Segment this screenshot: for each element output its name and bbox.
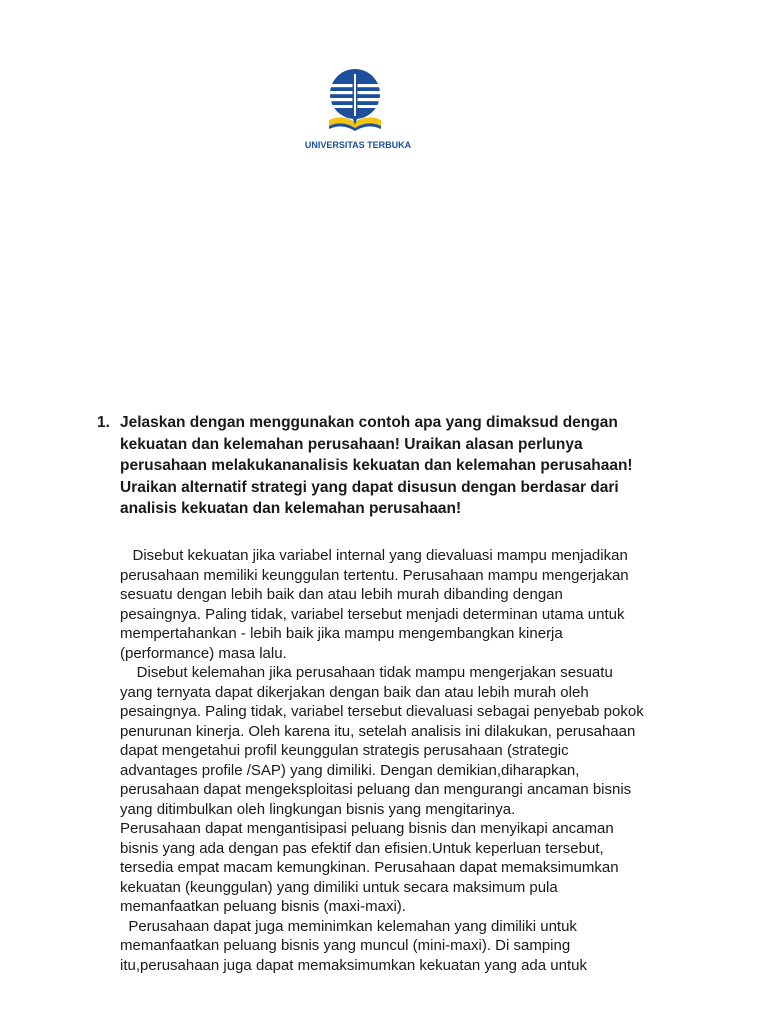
- question-block: [97, 412, 637, 520]
- question-line: kekuatan dan kelemahan perusahaan! Uraikan alasan perlunya: [120, 435, 583, 453]
- answer-line: penurunan kinerja. Oleh karena itu, setelah analisis ini dilakukan, perusahaan: [120, 722, 636, 740]
- answer-line: sesuatu dengan lebih baik dan atau lebih murah dibanding dengan: [120, 586, 563, 603]
- answer-line: yang ditimbulkan oleh lingkungan bisnis yang mengitarinya.: [120, 800, 516, 818]
- question-line: analisis kekuatan dan kelemahan perusahaan!: [120, 500, 462, 518]
- question-number: 1.: [97, 414, 110, 431]
- answer-line: Perusahaan dapat mengantisipasi peluang bisnis dan menyikapi ancaman: [120, 820, 614, 837]
- question-line: Uraikan alternatif strategi yang dapat disusun dengan berdasar dari: [120, 478, 619, 496]
- answer-line: tersedia empat macam kemungkinan. Perusahaan dapat memaksimumkan: [120, 859, 619, 876]
- answer-line: memanfaatkan peluang bisnis (maxi-maxi).: [120, 898, 406, 915]
- answer-line: memanfaatkan peluang bisnis yang muncul (mini-maxi). Di samping: [120, 937, 571, 954]
- question-line: Jelaskan dengan menggunakan contoh apa yang dimaksud dengan: [120, 414, 618, 431]
- answer-line: Disebut kelemahan jika perusahaan tidak mampu mengerjakan sesuatu: [120, 664, 613, 681]
- answer-line: mempertahankan - lebih baik jika mampu mengembangkan kinerja: [120, 625, 563, 642]
- answer-line: perusahaan memiliki keunggulan tertentu. Perusahaan mampu mengerjakan: [120, 566, 629, 584]
- answer-line: itu,perusahaan juga dapat memaksimumkan kekuatan yang ada untuk: [120, 956, 587, 974]
- answer-line: Disebut kekuatan jika variabel internal yang dievaluasi mampu menjadikan: [120, 547, 628, 564]
- answer-line: kekuatan (keunggulan) yang dimiliki untuk secara maksimum pula: [120, 878, 558, 896]
- answer-body: [120, 546, 660, 975]
- question-line: perusahaan melakukananalisis kekuatan dan kelemahan perusahaan!: [120, 457, 633, 475]
- answer-line: advantages profile /SAP) yang dimiliki. Dengan demikian,diharapkan,: [120, 761, 580, 779]
- logo-wordmark: UNIVERSITAS TERBUKA: [304, 140, 412, 150]
- answer-line: pesaingnya. Paling tidak, variabel tersebut menjadi determinan utama untuk: [120, 605, 625, 623]
- answer-line: pesaingnya. Paling tidak, variabel tersebut dievaluasi sebagai penyebab pokok: [120, 703, 644, 720]
- answer-line: perusahaan dapat mengeksploitasi peluang dan mengurangi ancaman bisnis: [120, 781, 632, 798]
- answer-line: (performance) masa lalu.: [120, 644, 287, 662]
- university-logo: [303, 68, 413, 158]
- answer-line: yang ternyata dapat dikerjakan dengan baik dan atau lebih murah oleh: [120, 683, 589, 701]
- answer-line: dapat mengetahui profil keunggulan strategis perusahaan (strategic: [120, 742, 569, 759]
- answer-line: bisnis yang ada dengan pas efektif dan efisien.Untuk keperluan tersebut,: [120, 839, 604, 857]
- university-emblem-icon: [326, 68, 384, 138]
- answer-line: Perusahaan dapat juga meminimkan kelemahan yang dimiliki untuk: [120, 917, 577, 935]
